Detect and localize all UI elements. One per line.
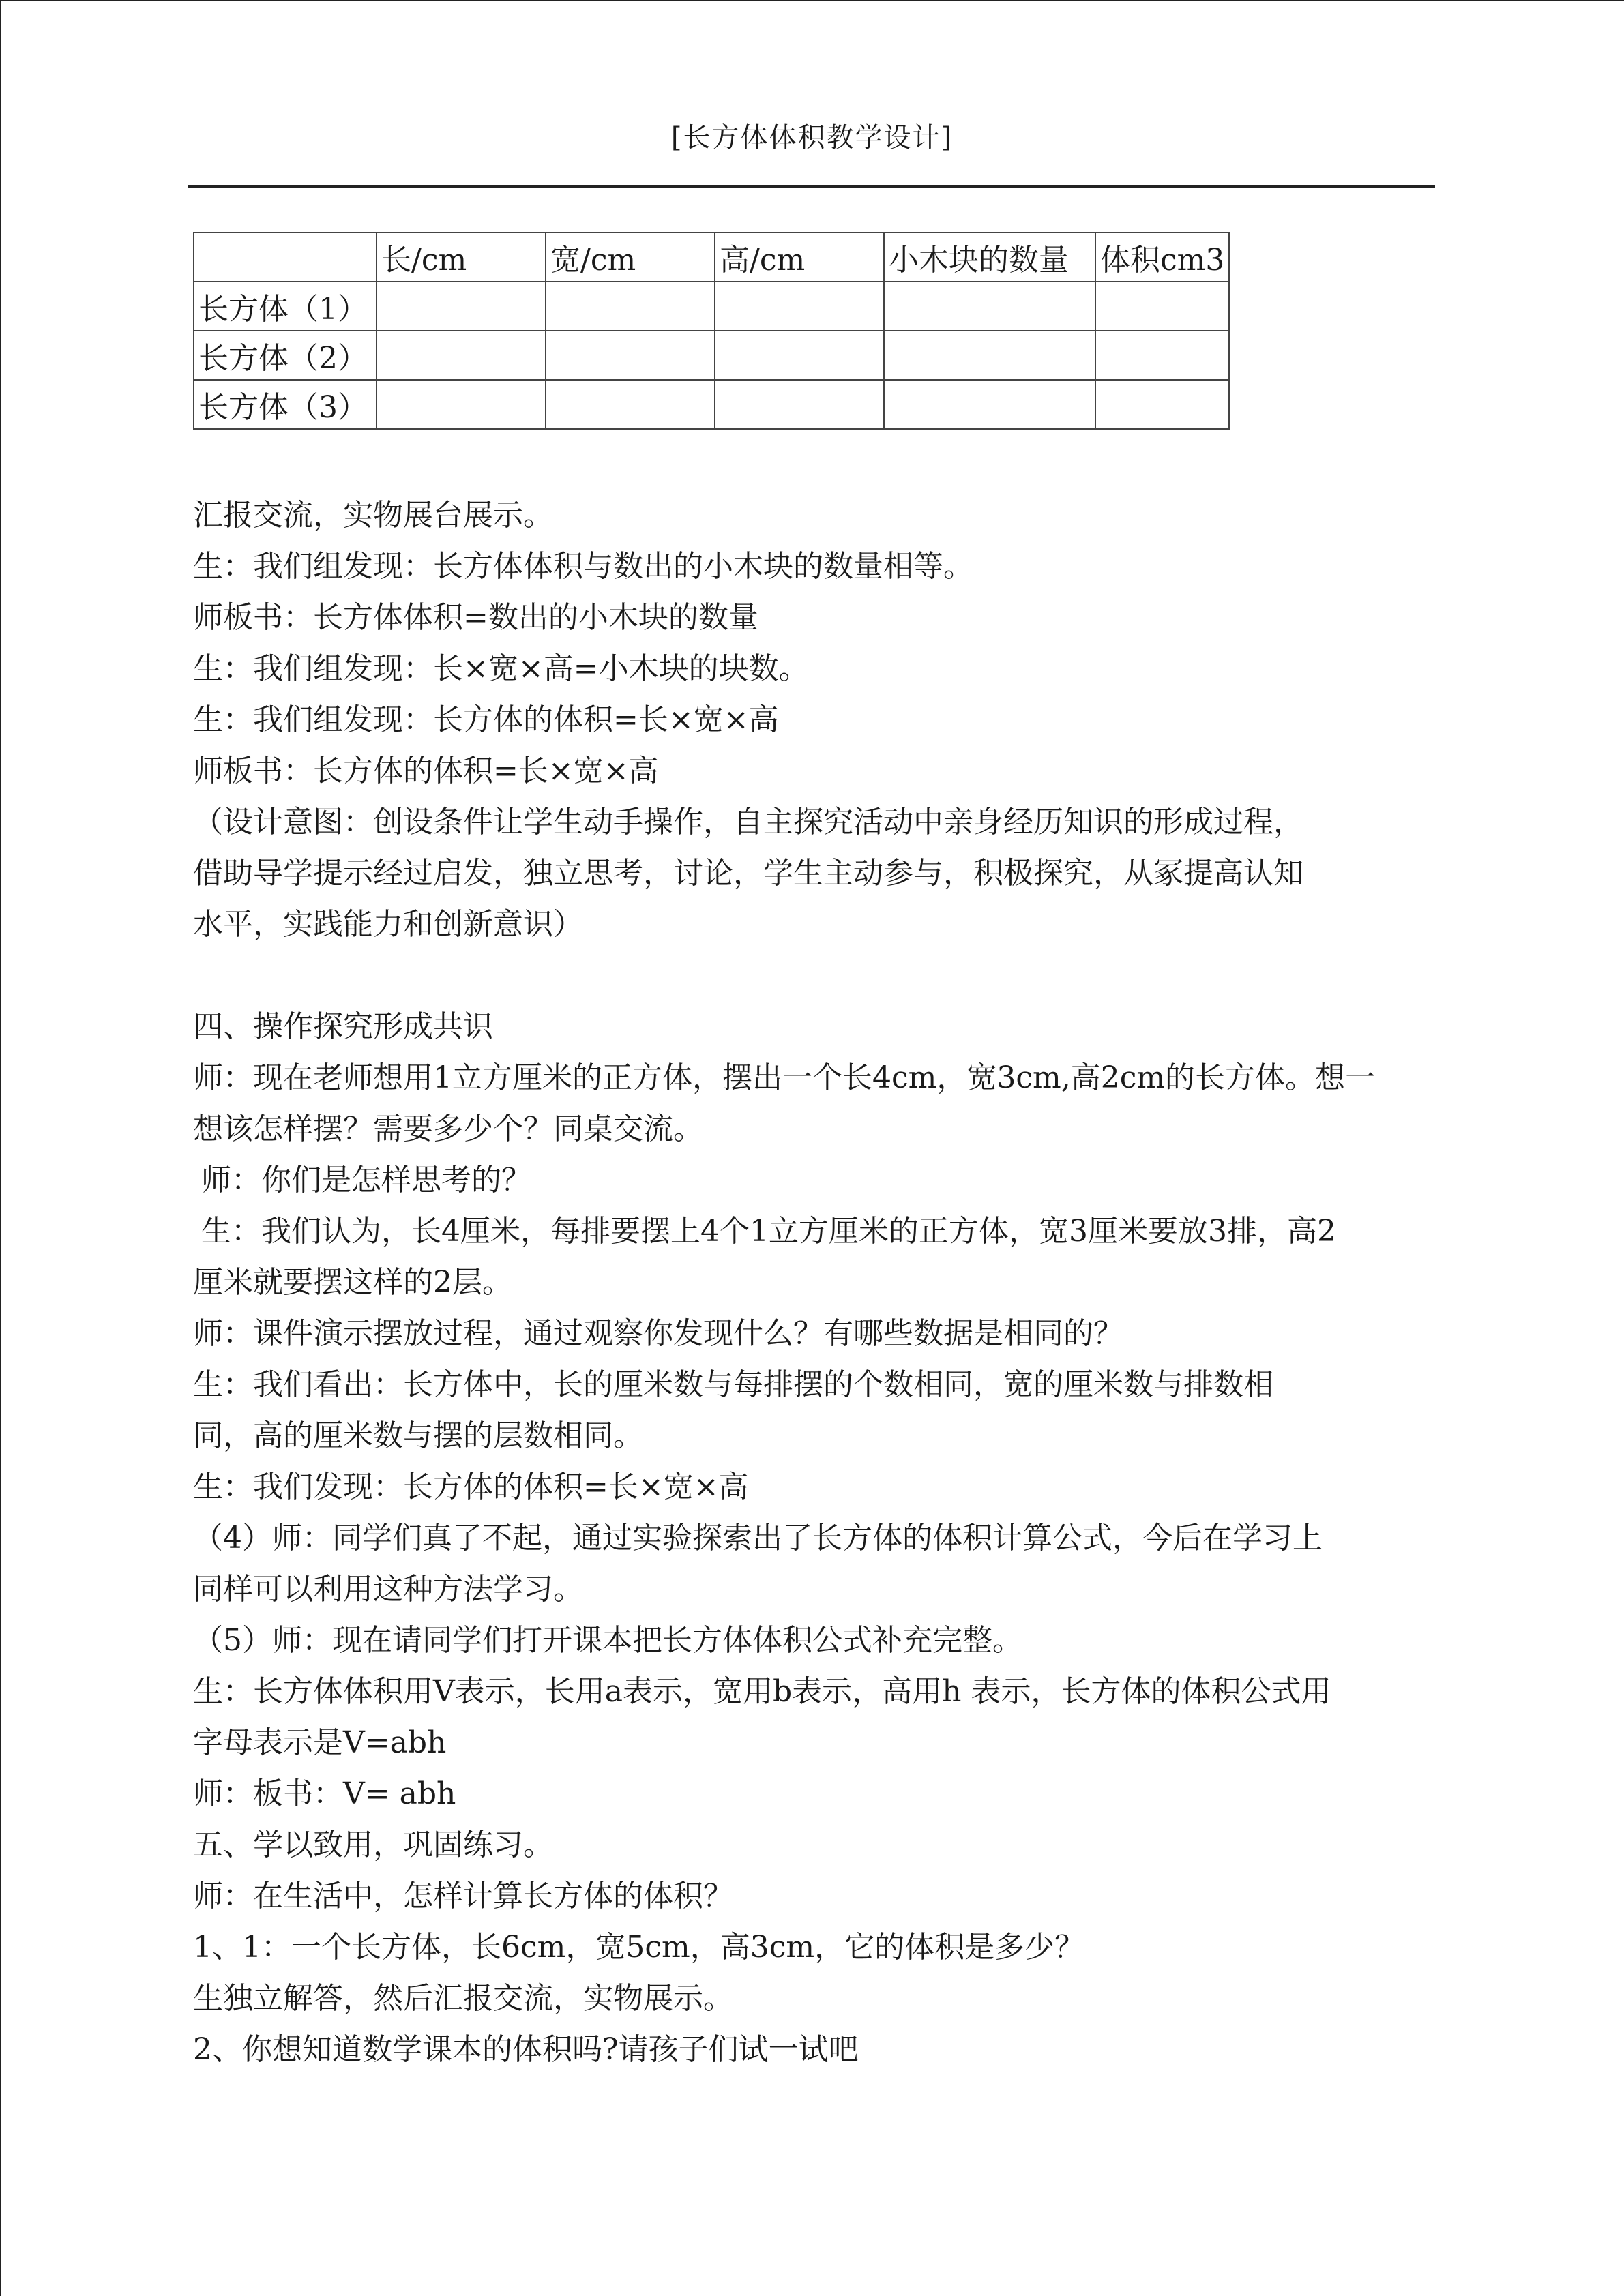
document-header-title: [长方体体积教学设计]	[670, 122, 954, 153]
spacer	[193, 950, 1441, 1001]
table-cell	[715, 380, 884, 429]
paragraph: 师板书：长方体的体积=长×宽×高	[193, 754, 659, 788]
design-intent-line: 水平，实践能力和创新意识）	[193, 907, 583, 942]
table-header-cell: 宽/cm	[546, 233, 715, 282]
table-cell	[546, 331, 715, 380]
paragraph: 生：我们发现：长方体的体积=长×宽×高	[193, 1470, 749, 1504]
table-cell	[884, 380, 1095, 429]
table-header-cell: 高/cm	[715, 233, 884, 282]
paragraph: 师：在生活中，怎样计算长方体的体积？	[193, 1879, 733, 1913]
paragraph: 生独立解答，然后汇报交流，实物展示。	[193, 1981, 733, 2016]
paragraph: 同，高的厘米数与摆的层数相同。	[193, 1418, 643, 1453]
paragraph: 师：课件演示摆放过程，通过观察你发现什么？有哪些数据是相同的？	[193, 1316, 1123, 1351]
table-row-label: 长方体（1）	[194, 282, 377, 331]
document-body	[193, 490, 1441, 2075]
table-cell	[546, 282, 715, 331]
design-intent-line: （设计意图：创设条件让学生动手操作，自主探究活动中亲身经历知识的形成过程，	[193, 805, 1303, 839]
paragraph: 师板书：长方体体积=数出的小木块的数量	[193, 600, 758, 635]
table-row	[194, 282, 1229, 331]
paragraph: 生：我们组发现：长方体体积与数出的小木块的数量相等。	[193, 549, 973, 584]
table-header-cell: 长/cm	[377, 233, 546, 282]
table-cell	[715, 282, 884, 331]
paragraph: 厘米就要摆这样的2层。	[193, 1265, 512, 1300]
table-cell	[1095, 282, 1229, 331]
table-row-label: 长方体（2）	[194, 331, 377, 380]
paragraph: 师：现在老师想用1立方厘米的正方体，摆出一个长4cm，宽3cm,高2cm的长方体。想一	[193, 1060, 1376, 1095]
paragraph: 同样可以利用这种方法学习。	[193, 1572, 583, 1607]
volume-record-table	[193, 232, 1230, 430]
table-cell	[1095, 380, 1229, 429]
table-header-cell	[194, 233, 377, 282]
paragraph: （4）师：同学们真了不起，通过实验探索出了长方体的体积计算公式，今后在学习上	[193, 1521, 1323, 1555]
table-cell	[377, 331, 546, 380]
table-cell	[377, 282, 546, 331]
table-header-row	[194, 233, 1229, 282]
paragraph: （5）师：现在请同学们打开课本把长方体体积公式补充完整。	[193, 1623, 1022, 1658]
paragraph: 生：长方体体积用V表示，长用a表示，宽用b表示，高用h 表示，长方体的体积公式用	[193, 1674, 1331, 1709]
table-row	[194, 380, 1229, 429]
paragraph: 师：你们是怎样思考的？	[201, 1163, 531, 1197]
design-intent-line: 借助导学提示经过启发，独立思考，讨论，学生主动参与，积极探究，从冢提高认知	[193, 856, 1303, 891]
header-divider	[188, 185, 1435, 188]
paragraph: 想该怎样摆？需要多少个？同桌交流。	[193, 1112, 703, 1146]
paragraph: 汇报交流，实物展台展示。	[193, 498, 553, 533]
table-cell	[884, 282, 1095, 331]
exercise-item: 2、你想知道数学课本的体积吗?请孩子们试一试吧	[193, 2032, 859, 2067]
table-cell	[1095, 331, 1229, 380]
paragraph: 生：我们组发现：长方体的体积=长×宽×高	[193, 702, 779, 737]
paragraph: 生：我们组发现：长×宽×高=小木块的块数。	[193, 651, 809, 686]
paragraph: 生：我们认为，长4厘米，每排要摆上4个1立方厘米的正方体，宽3厘米要放3排，高2	[201, 1214, 1336, 1249]
table-header-cell: 体积cm3	[1095, 233, 1229, 282]
table-cell	[377, 380, 546, 429]
table-cell	[546, 380, 715, 429]
paragraph: 字母表示是V=abh	[193, 1725, 447, 1760]
section-heading-5: 五、学以致用，巩固练习。	[193, 1828, 553, 1862]
table-row-label: 长方体（3）	[194, 380, 377, 429]
section-heading-4: 四、操作探究形成共识	[193, 1009, 493, 1044]
exercise-item: 1、1：一个长方体，长6cm，宽5cm，高3cm，它的体积是多少？	[193, 1930, 1085, 1965]
table-header-cell: 小木块的数量	[884, 233, 1095, 282]
table-row	[194, 331, 1229, 380]
paragraph: 师：板书：V= abh	[193, 1776, 456, 1811]
table-cell	[715, 331, 884, 380]
table-cell	[884, 331, 1095, 380]
paragraph: 生：我们看出：长方体中，长的厘米数与每排摆的个数相同，宽的厘米数与排数相	[193, 1367, 1273, 1402]
